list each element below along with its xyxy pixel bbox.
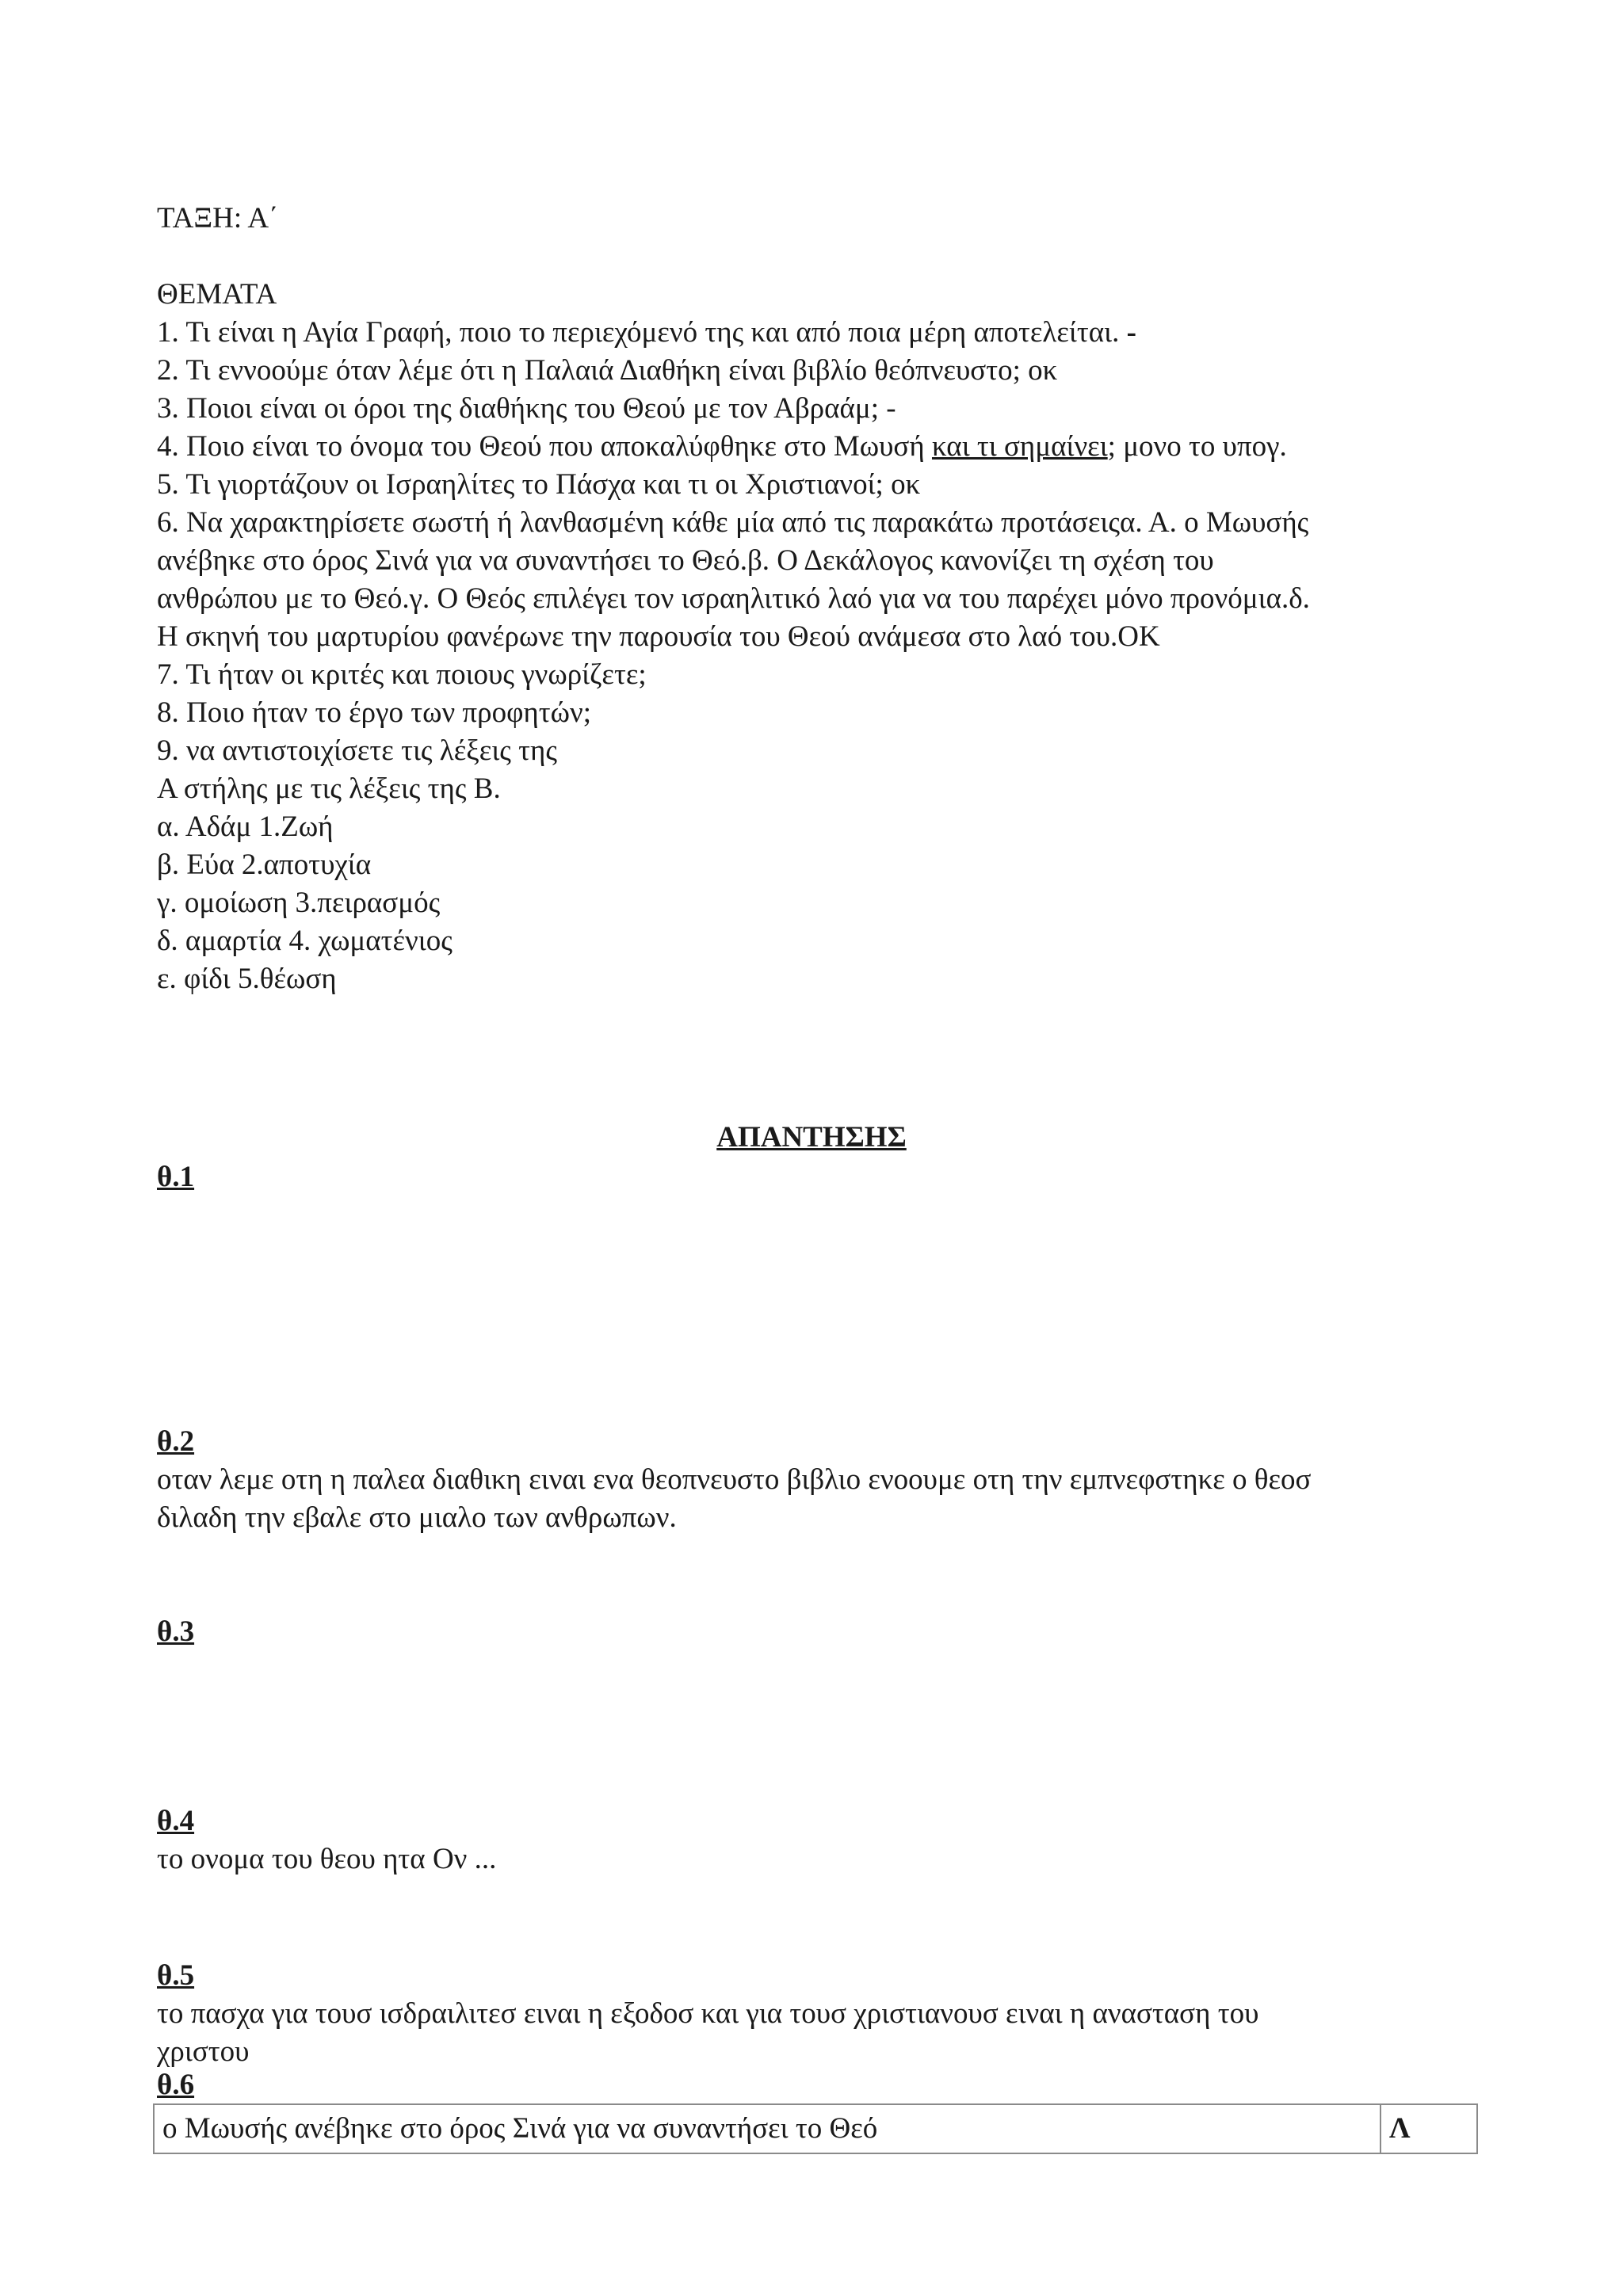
matching-item: β. Εύα 2.αποτυχία bbox=[157, 849, 372, 881]
question-6-line-3: ανθρώπου με το Θεό.γ. Ο Θεός επιλέγει τον ισραηλιτικό λαό για να του παρέχει μόνο προνόμια.δ. bbox=[157, 582, 1310, 615]
question-9-line-2: Α στήλης με τις λέξεις της Β. bbox=[157, 772, 501, 805]
question-9-line-1: 9. να αντιστοιχίσετε τις λέξεις της bbox=[157, 734, 558, 767]
answer-5-line-1: το πασχα για τουσ ισδραιλιτεσ ειναι η εξοδοσ και για τουσ χριστιανουσ ειναι η ανασταση του bbox=[157, 1997, 1259, 2030]
answers-title: ΑΠΑΝΤΗΣΗΣ bbox=[716, 1121, 907, 1154]
question-4 bbox=[157, 428, 1287, 466]
answer-3-label: θ.3 bbox=[157, 1615, 195, 1648]
answer-6-table bbox=[153, 2103, 1478, 2154]
question-3: 3. Ποιοι είναι οι όροι της διαθήκης του Θεού με τον Αβραάμ; - bbox=[157, 392, 896, 425]
answer-6-label: θ.6 bbox=[157, 2069, 195, 2101]
matching-item: δ. αμαρτία 4. χωματένιος bbox=[157, 925, 453, 957]
answer-2-line-1: οταν λεμε οτη η παλεα διαθικη ειναι ενα θεοπνευστο βιβλιο ενοουμε οτη την εμπνεφστηκε ο θεοσ bbox=[157, 1463, 1312, 1496]
answer-2-line-2: διλαδη την εβαλε στο μιαλο των ανθρωπων. bbox=[157, 1501, 677, 1534]
question-4-after: ; μονο το υπογ. bbox=[1107, 430, 1287, 463]
answer-5-line-2: χριστου bbox=[157, 2035, 250, 2068]
answer-5-label: θ.5 bbox=[157, 1959, 195, 1992]
question-6-line-4: Η σκηνή του μαρτυρίου φανέρωνε την παρουσία του Θεού ανάμεσα στο λαό του.ΟΚ bbox=[157, 620, 1160, 653]
question-1 bbox=[157, 314, 1136, 352]
statement-cell: ο Μωυσής ανέβηκε στο όρος Σινά για να συναντήσει το Θεό bbox=[154, 2104, 1381, 2153]
matching-item: ε. φίδι 5.θέωση bbox=[157, 963, 337, 995]
answer-cell: Λ bbox=[1381, 2104, 1477, 2153]
question-4-before: 4. Ποιο είναι το όνομα του Θεού που αποκαλύφθηκε στο Μωυσή bbox=[157, 430, 932, 463]
answer-1-label: θ.1 bbox=[157, 1161, 195, 1193]
answer-4-line-1: το ονομα του θεου ητα Ον ... bbox=[157, 1843, 497, 1875]
class-label: ΤΑΞΗ: Α΄ bbox=[157, 202, 279, 235]
question-4-underlined: και τι σημαίνει bbox=[931, 430, 1108, 463]
answer-4-label: θ.4 bbox=[157, 1805, 195, 1837]
question-8: 8. Ποιο ήταν το έργο των προφητών; bbox=[157, 696, 592, 729]
table-row bbox=[154, 2104, 1477, 2153]
question-5: 5. Τι γιορτάζουν οι Ισραηλίτες το Πάσχα και τι οι Χριστιανοί; οκ bbox=[157, 468, 921, 501]
question-7: 7. Τι ήταν οι κριτές και ποιους γνωρίζετε; bbox=[157, 658, 647, 691]
question-2: 2. Τι εννοούμε όταν λέμε ότι η Παλαιά Διαθήκη είναι βιβλίο θεόπνευστο; οκ bbox=[157, 354, 1058, 387]
matching-item: γ. ομοίωση 3.πειρασμός bbox=[157, 887, 441, 919]
question-6-line-1: 6. Να χαρακτηρίσετε σωστή ή λανθασμένη κάθε μία από τις παρακάτω προτάσειςα. Α. ο Μωυσής bbox=[157, 506, 1309, 539]
answer-2-label: θ.2 bbox=[157, 1425, 195, 1458]
topics-title: ΘΕΜΑΤΑ bbox=[157, 278, 277, 311]
question-1-mark: - bbox=[1126, 316, 1136, 349]
question-1-text: 1. Τι είναι η Αγία Γραφή, ποιο το περιεχόμενό της και από ποια μέρη αποτελείται. bbox=[157, 316, 1127, 349]
matching-item: α. Αδάμ 1.Ζωή bbox=[157, 810, 334, 843]
question-6-line-2: ανέβηκε στο όρος Σινά για να συναντήσει το Θεό.β. Ο Δεκάλογος κανονίζει τη σχέση του bbox=[157, 544, 1214, 577]
